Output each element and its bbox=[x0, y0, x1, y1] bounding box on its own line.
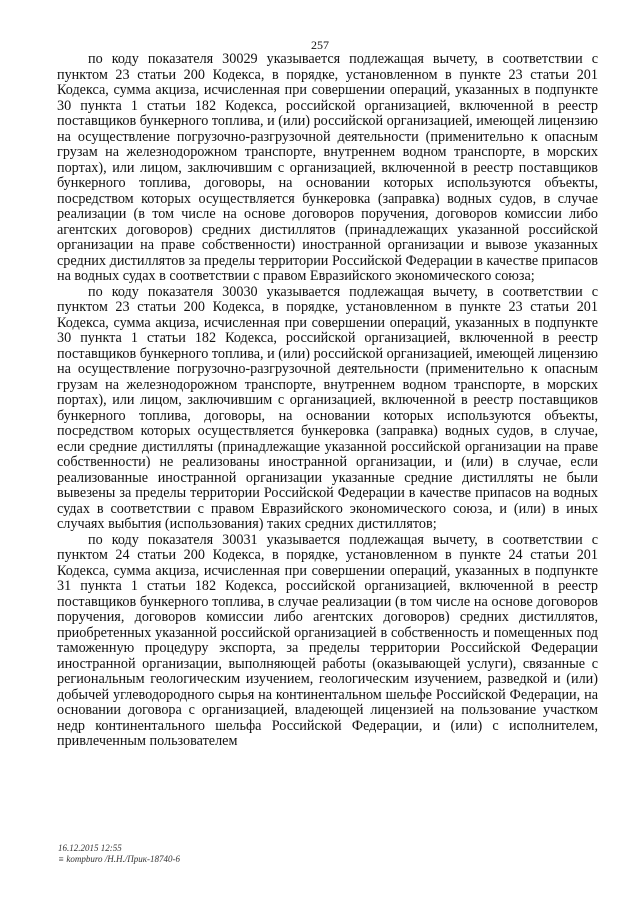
page-footer bbox=[58, 843, 180, 865]
footer-timestamp: 16.12.2015 12:55 bbox=[58, 843, 122, 853]
document-body bbox=[57, 52, 598, 750]
paragraph-30031: по коду показателя 30031 указывается подлежащая вычету, в соответствии с пунктом 24 статьи 200 Кодекса, в порядке, установленном в пункте 24 статьи 201 Кодекса, сумма акциза, исчисленная при совершении операций, указанных в подпункте 31 пункта 1 статьи 182 Кодекса, российской организацией, включенной в реестр поставщиков бункерного топлива, в случае реализации (в том числе на основе договоров поручения, договоров комиссии либо агентских договоров) средних дистиллятов, приобретенных указанной российской организацией в собственность и помещенных под таможенную процедуру экспорта, за пределы территории Российской Федерации иностранной организации, выполняющей работы (оказывающей услуги), связанные с региональным геологическим изучением, геологическим изучением, разведкой и (или) добычей углеводородного сырья на континентальном шельфе Российской Федерации, на основании договора с организацией, владеющей лицензией на пользование участком недр континентального шельфа Российской Федерации, и (или) с исполнителем, привлеченным пользователем bbox=[57, 531, 598, 749]
paragraph-30030: по коду показателя 30030 указывается подлежащая вычету, в соответствии с пунктом 23 статьи 200 Кодекса, в порядке, установленном в пункте 23 статьи 201 Кодекса, сумма акциза, исчисленная при совершении операций, указанных в подпункте 30 пункта 1 статьи 182 Кодекса, российской организацией, включенной в реестр поставщиков бункерного топлива, и (или) российской организацией, имеющей лицензию на осуществление погрузочно-разгрузочной деятельности (применительно к опасным грузам на железнодорожном транспорте, внутреннем водном транспорте, в морских портах), или лицом, заключившим с организацией, включенной в реестр поставщиков бункерного топлива, договоры, на основании которых используются объекты, посредством которых осуществляется бункеровка (заправка) водных судов, в случае, если средние дистилляты (принадлежащие указанной российской организации на праве собственности) не реализованы иностранной организации, и (или) в случае, если реализованные иностранной организации указанные средние дистилляты не были вывезены за пределы территории Российской Федерации в качестве припасов на водных судах в соответствии с правом Евразийского экономического союза, и (или) в иных случаях выбытия (использования) таких средних дистиллятов; bbox=[57, 283, 598, 532]
paragraph-30029: по коду показателя 30029 указывается подлежащая вычету, в соответствии с пунктом 23 статьи 200 Кодекса, в порядке, установленном в пункте 23 статьи 201 Кодекса, сумма акциза, исчисленная при совершении операций, указанных в подпункте 30 пункта 1 статьи 182 Кодекса, российской организацией, включенной в реестр поставщиков бункерного топлива, и (или) российской организацией, имеющей лицензию на осуществление погрузочно-разгрузочной деятельности (применительно к опасным грузам на железнодорожном транспорте, внутреннем водном транспорте, в морских портах), или лицом, заключившим с организацией, включенной в реестр поставщиков бункерного топлива, договоры, на основании которых используются объекты, посредством которых осуществляется бункеровка (заправка) водных судов, в случае реализации (в том числе на основе договоров поручения, договоров комиссии либо агентских договоров) средних дистиллятов (принадлежащих указанной российской организации на праве собственности) иностранной организации и вывозе указанных средних дистиллятов за пределы территории Российской Федерации в качестве припасов на водных судах в соответствии с правом Евразийского экономического союза; bbox=[57, 51, 598, 284]
footer-filepath: ≡ kompburo /Н.Н./Прик-18740-6 bbox=[58, 854, 180, 864]
page-number: 257 bbox=[311, 38, 329, 52]
